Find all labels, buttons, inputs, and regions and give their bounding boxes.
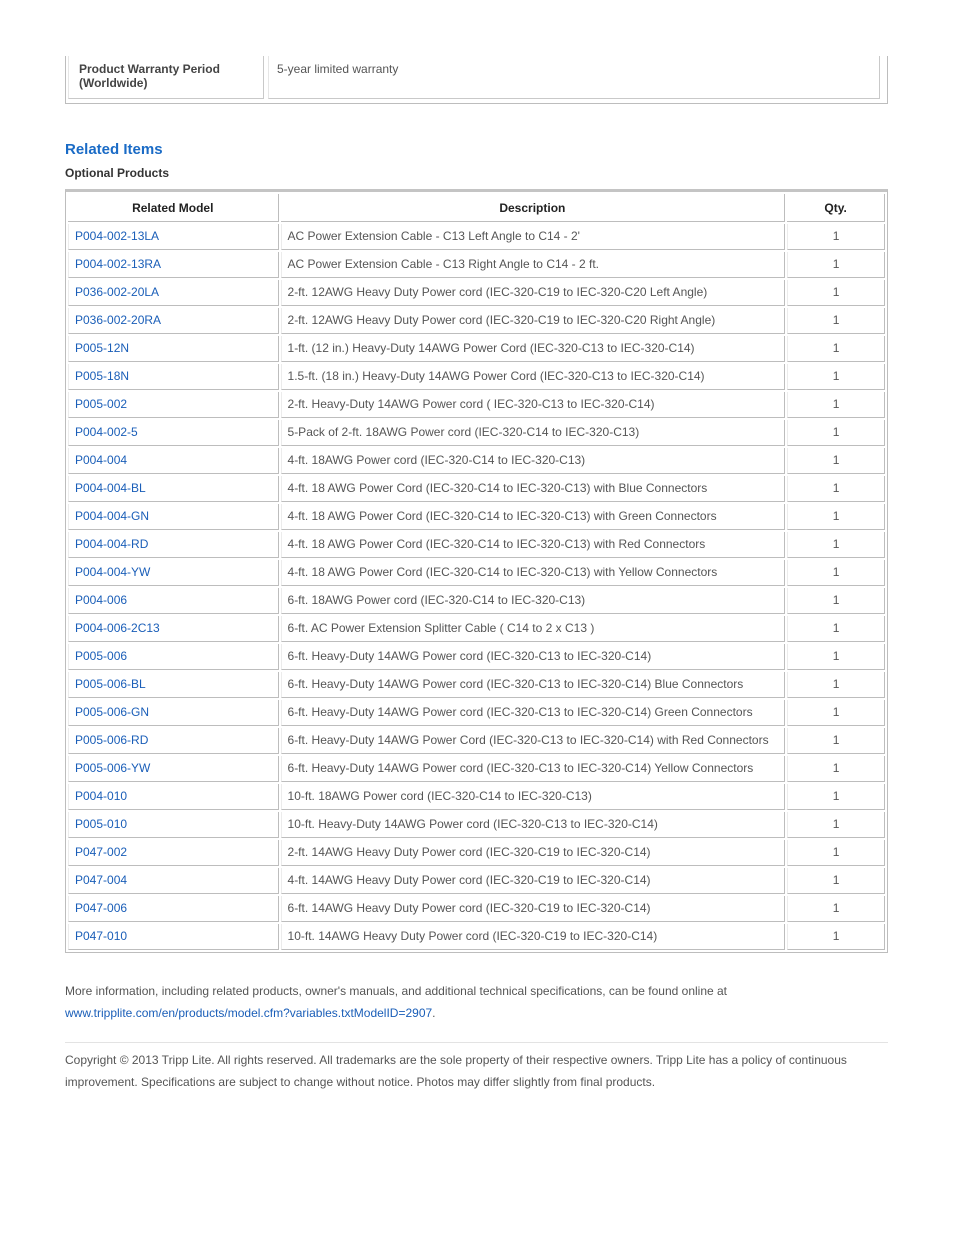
table-row	[68, 896, 885, 922]
qty-cell: 1	[787, 224, 885, 250]
table-row	[68, 812, 885, 838]
table-row	[68, 840, 885, 866]
qty-cell: 1	[787, 588, 885, 614]
qty-cell: 1	[787, 448, 885, 474]
description-cell: 6-ft. 18AWG Power cord (IEC-320-C14 to IEC-320-C13)	[281, 588, 786, 614]
table-row	[68, 924, 885, 950]
model-link[interactable]: P004-004	[75, 453, 128, 467]
model-link[interactable]: P004-004-GN	[75, 509, 150, 523]
model-cell	[68, 448, 279, 474]
qty-cell: 1	[787, 784, 885, 810]
table-row	[68, 364, 885, 390]
description-cell: 2-ft. Heavy-Duty 14AWG Power cord ( IEC-320-C13 to IEC-320-C14)	[281, 392, 786, 418]
model-link[interactable]: P005-006-RD	[75, 733, 149, 747]
description-cell: 4-ft. 18 AWG Power Cord (IEC-320-C14 to IEC-320-C13) with Blue Connectors	[281, 476, 786, 502]
model-link[interactable]: P005-006-YW	[75, 761, 151, 775]
model-cell	[68, 812, 279, 838]
table-row	[68, 700, 885, 726]
model-link[interactable]: P036-002-20RA	[75, 313, 162, 327]
qty-cell: 1	[787, 896, 885, 922]
qty-cell: 1	[787, 840, 885, 866]
description-cell: 10-ft. 18AWG Power cord (IEC-320-C14 to IEC-320-C13)	[281, 784, 786, 810]
model-cell	[68, 560, 279, 586]
description-cell: 6-ft. Heavy-Duty 14AWG Power Cord (IEC-320-C13 to IEC-320-C14) with Red Connectors	[281, 728, 786, 754]
description-cell: 2-ft. 12AWG Heavy Duty Power cord (IEC-320-C19 to IEC-320-C20 Right Angle)	[281, 308, 786, 334]
product-page-link[interactable]: www.tripplite.com/en/products/model.cfm?variables.txtModelID=2907	[65, 1006, 433, 1020]
description-cell: 10-ft. 14AWG Heavy Duty Power cord (IEC-320-C19 to IEC-320-C14)	[281, 924, 786, 950]
qty-cell: 1	[787, 364, 885, 390]
more-info-sentence: More information, including related products, owner's manuals, and additional technical specifications, can be found online at	[65, 984, 728, 998]
model-link[interactable]: P005-006-BL	[75, 677, 146, 691]
table-row	[68, 868, 885, 894]
table-row	[68, 392, 885, 418]
header-description: Description	[281, 194, 786, 222]
table-row	[68, 308, 885, 334]
description-cell: 6-ft. Heavy-Duty 14AWG Power cord (IEC-320-C13 to IEC-320-C14) Yellow Connectors	[281, 756, 786, 782]
table-header-row	[68, 194, 885, 222]
more-info-text	[65, 980, 888, 1024]
related-items-table	[65, 189, 888, 953]
description-cell: 4-ft. 18 AWG Power Cord (IEC-320-C14 to IEC-320-C13) with Yellow Connectors	[281, 560, 786, 586]
warranty-value: 5-year limited warranty	[268, 56, 880, 99]
model-link[interactable]: P004-004-RD	[75, 537, 149, 551]
qty-cell: 1	[787, 924, 885, 950]
qty-cell: 1	[787, 756, 885, 782]
model-link[interactable]: P004-004-YW	[75, 565, 151, 579]
description-cell: 4-ft. 14AWG Heavy Duty Power cord (IEC-320-C19 to IEC-320-C14)	[281, 868, 786, 894]
model-link[interactable]: P004-006	[75, 593, 128, 607]
model-link[interactable]: P036-002-20LA	[75, 285, 160, 299]
model-cell	[68, 924, 279, 950]
model-cell	[68, 364, 279, 390]
description-cell: 5-Pack of 2-ft. 18AWG Power cord (IEC-320-C14 to IEC-320-C13)	[281, 420, 786, 446]
table-row	[68, 336, 885, 362]
qty-cell: 1	[787, 392, 885, 418]
qty-cell: 1	[787, 532, 885, 558]
qty-cell: 1	[787, 672, 885, 698]
model-link[interactable]: P004-002-13LA	[75, 229, 160, 243]
table-row	[68, 784, 885, 810]
model-cell	[68, 896, 279, 922]
model-link[interactable]: P005-002	[75, 397, 128, 411]
table-row	[68, 504, 885, 530]
model-link[interactable]: P005-010	[75, 817, 128, 831]
table-row	[68, 616, 885, 642]
qty-cell: 1	[787, 504, 885, 530]
qty-cell: 1	[787, 308, 885, 334]
model-cell	[68, 252, 279, 278]
model-cell	[68, 420, 279, 446]
qty-cell: 1	[787, 560, 885, 586]
header-related-model: Related Model	[68, 194, 279, 222]
model-cell	[68, 672, 279, 698]
model-cell	[68, 476, 279, 502]
description-cell: 2-ft. 14AWG Heavy Duty Power cord (IEC-320-C19 to IEC-320-C14)	[281, 840, 786, 866]
table-row	[68, 560, 885, 586]
model-link[interactable]: P004-006-2C13	[75, 621, 160, 635]
description-cell: 6-ft. Heavy-Duty 14AWG Power cord (IEC-320-C13 to IEC-320-C14) Green Connectors	[281, 700, 786, 726]
model-link[interactable]: P005-006-GN	[75, 705, 150, 719]
more-info-period: .	[432, 1006, 436, 1020]
model-cell	[68, 756, 279, 782]
description-cell: 6-ft. 14AWG Heavy Duty Power cord (IEC-320-C19 to IEC-320-C14)	[281, 896, 786, 922]
qty-cell: 1	[787, 616, 885, 642]
model-link[interactable]: P004-004-BL	[75, 481, 146, 495]
related-items-body	[68, 224, 885, 950]
table-row	[68, 532, 885, 558]
description-cell: 1.5-ft. (18 in.) Heavy-Duty 14AWG Power Cord (IEC-320-C13 to IEC-320-C14)	[281, 364, 786, 390]
table-row	[68, 756, 885, 782]
qty-cell: 1	[787, 420, 885, 446]
table-row	[68, 644, 885, 670]
warranty-spec-row	[65, 56, 888, 104]
model-cell	[68, 504, 279, 530]
description-cell: 4-ft. 18 AWG Power Cord (IEC-320-C14 to IEC-320-C13) with Green Connectors	[281, 504, 786, 530]
footer-divider	[65, 1042, 888, 1043]
model-cell	[68, 532, 279, 558]
description-cell: AC Power Extension Cable - C13 Left Angle to C14 - 2'	[281, 224, 786, 250]
description-cell: 10-ft. Heavy-Duty 14AWG Power cord (IEC-320-C13 to IEC-320-C14)	[281, 812, 786, 838]
table-row	[68, 280, 885, 306]
description-cell: 1-ft. (12 in.) Heavy-Duty 14AWG Power Cord (IEC-320-C13 to IEC-320-C14)	[281, 336, 786, 362]
model-cell	[68, 784, 279, 810]
description-cell: 6-ft. AC Power Extension Splitter Cable ( C14 to 2 x C13 )	[281, 616, 786, 642]
model-link[interactable]: P047-004	[75, 873, 128, 887]
description-cell: 6-ft. Heavy-Duty 14AWG Power cord (IEC-320-C13 to IEC-320-C14)	[281, 644, 786, 670]
model-cell	[68, 840, 279, 866]
model-link[interactable]: P047-010	[75, 929, 128, 943]
table-row	[68, 476, 885, 502]
optional-products-subheading: Optional Products	[65, 166, 170, 180]
description-cell: 2-ft. 12AWG Heavy Duty Power cord (IEC-320-C19 to IEC-320-C20 Left Angle)	[281, 280, 786, 306]
qty-cell: 1	[787, 252, 885, 278]
qty-cell: 1	[787, 868, 885, 894]
table-row	[68, 420, 885, 446]
qty-cell: 1	[787, 280, 885, 306]
model-link[interactable]: P047-006	[75, 901, 128, 915]
qty-cell: 1	[787, 812, 885, 838]
warranty-label: Product Warranty Period (Worldwide)	[68, 56, 264, 99]
table-row	[68, 728, 885, 754]
header-qty: Qty.	[787, 194, 885, 222]
qty-cell: 1	[787, 728, 885, 754]
model-cell	[68, 644, 279, 670]
description-cell: AC Power Extension Cable - C13 Right Angle to C14 - 2 ft.	[281, 252, 786, 278]
table-row	[68, 224, 885, 250]
table-row	[68, 588, 885, 614]
table-row	[68, 252, 885, 278]
model-link[interactable]: P004-010	[75, 789, 128, 803]
table-row	[68, 672, 885, 698]
model-link[interactable]: P005-12N	[75, 341, 130, 355]
model-link[interactable]: P005-18N	[75, 369, 130, 383]
model-link[interactable]: P004-002-13RA	[75, 257, 162, 271]
qty-cell: 1	[787, 644, 885, 670]
model-cell	[68, 616, 279, 642]
copyright-notice: Copyright © 2013 Tripp Lite. All rights reserved. All trademarks are the sole property of their respective owners. Tripp Lite has a policy of continuous improvement. Specifications are subject to change without notice. Photos may differ slightly from final products.	[65, 1053, 847, 1089]
qty-cell: 1	[787, 476, 885, 502]
model-cell	[68, 224, 279, 250]
model-cell	[68, 308, 279, 334]
model-cell	[68, 868, 279, 894]
model-link[interactable]: P047-002	[75, 845, 128, 859]
related-items-heading: Related Items	[65, 141, 163, 158]
model-cell	[68, 728, 279, 754]
model-cell	[68, 392, 279, 418]
model-cell	[68, 700, 279, 726]
qty-cell: 1	[787, 336, 885, 362]
table-row	[68, 448, 885, 474]
model-cell	[68, 280, 279, 306]
description-cell: 6-ft. Heavy-Duty 14AWG Power cord (IEC-320-C13 to IEC-320-C14) Blue Connectors	[281, 672, 786, 698]
model-cell	[68, 336, 279, 362]
description-cell: 4-ft. 18 AWG Power Cord (IEC-320-C14 to IEC-320-C13) with Red Connectors	[281, 532, 786, 558]
description-cell: 4-ft. 18AWG Power cord (IEC-320-C14 to IEC-320-C13)	[281, 448, 786, 474]
model-link[interactable]: P004-002-5	[75, 425, 138, 439]
qty-cell: 1	[787, 700, 885, 726]
model-link[interactable]: P005-006	[75, 649, 128, 663]
model-cell	[68, 588, 279, 614]
